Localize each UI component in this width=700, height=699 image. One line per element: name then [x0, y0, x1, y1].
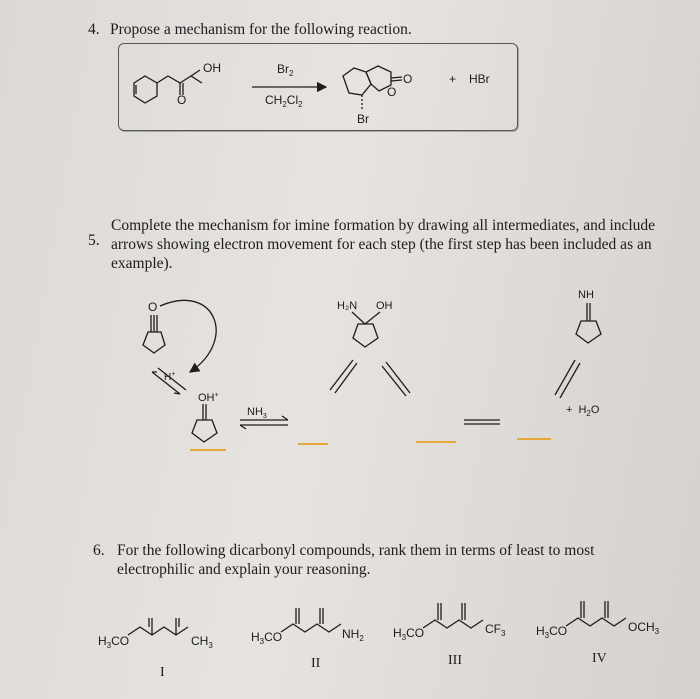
compound-II-label: II — [311, 656, 321, 671]
question-4-number: 4. — [88, 21, 100, 38]
compound-II-right: $NH_2$ — [342, 627, 364, 643]
compound-II-structure — [281, 608, 341, 632]
q5-nh3-label: $NH_3$ — [247, 406, 267, 420]
question-5-line-2: arrows showing electron movement for each step (the first step has been included as an — [111, 236, 652, 253]
q4-plus: + — [449, 72, 457, 86]
q4-reactant-structure — [134, 70, 202, 103]
compound-I-label: I — [160, 665, 165, 680]
q5-imine-nh: NH — [578, 289, 594, 301]
q5-h-plus: H+ — [164, 371, 176, 383]
q5-carbinolamine-oh: OH — [376, 300, 393, 312]
q4-product-br: Br — [357, 112, 369, 126]
question-6-line-2: electrophilic and explain your reasoning. — [117, 561, 371, 578]
compound-III-structure — [423, 603, 483, 628]
question-5-line-3: example). — [111, 255, 173, 272]
question-4-prompt: Propose a mechanism for the following reaction. — [110, 21, 412, 38]
q4-reagent-br2: $Br_2$ — [277, 62, 294, 78]
question-5-line-1: Complete the mechanism for imine formation by drawing all intermediates, and include — [111, 217, 656, 234]
compound-III-label: III — [448, 653, 462, 668]
compound-I-right: $CH_3$ — [191, 634, 213, 650]
q5-equilibrium-arrow-4 — [382, 362, 410, 396]
q5-oxonium-label: OH+ — [198, 392, 219, 404]
compound-III-right: $CF_3$ — [485, 622, 506, 638]
q5-equilibrium-arrow-6 — [555, 360, 580, 398]
q4-product-o-carbonyl: O — [403, 72, 413, 86]
q4-reactant-oh: OH — [203, 61, 221, 75]
q5-plus-water: + $H_2O$ — [566, 404, 600, 418]
q5-equilibrium-arrow-3 — [330, 360, 357, 393]
compound-III-left: $H_3CO$ — [393, 626, 425, 642]
q5-oxonium-structure — [192, 404, 217, 442]
q4-byproduct-hbr: HBr — [469, 72, 490, 86]
q5-equilibrium-arrow-5 — [464, 420, 500, 424]
q5-ketone-o: O — [148, 300, 158, 314]
compound-IV-right: $OCH_3$ — [628, 620, 660, 636]
q5-carbinolamine-n: H₂N — [337, 300, 358, 312]
question-5-number: 5. — [88, 232, 100, 249]
question-6-line-1: For the following dicarbonyl compounds, rank them in terms of least to most — [117, 542, 595, 559]
compound-IV-left: $H_3CO$ — [536, 624, 568, 640]
q4-reactant-o: O — [177, 93, 187, 107]
q4-reagent-ch2cl2: $CH_2Cl_2$ — [265, 93, 303, 109]
q5-carbinolamine-structure — [352, 312, 380, 347]
compound-IV-label: IV — [592, 651, 607, 666]
q5-ketone-structure — [143, 315, 165, 353]
question-6-number: 6. — [93, 542, 105, 559]
q5-imine-structure — [576, 303, 601, 343]
compound-II-left: $H_3CO$ — [251, 630, 283, 646]
compound-I-structure — [128, 618, 188, 635]
compound-I-left: $H_3CO$ — [98, 634, 130, 650]
q4-product-o-ring: O — [387, 85, 397, 99]
q5-electron-arrow — [160, 300, 216, 372]
compound-IV-structure — [566, 601, 626, 626]
